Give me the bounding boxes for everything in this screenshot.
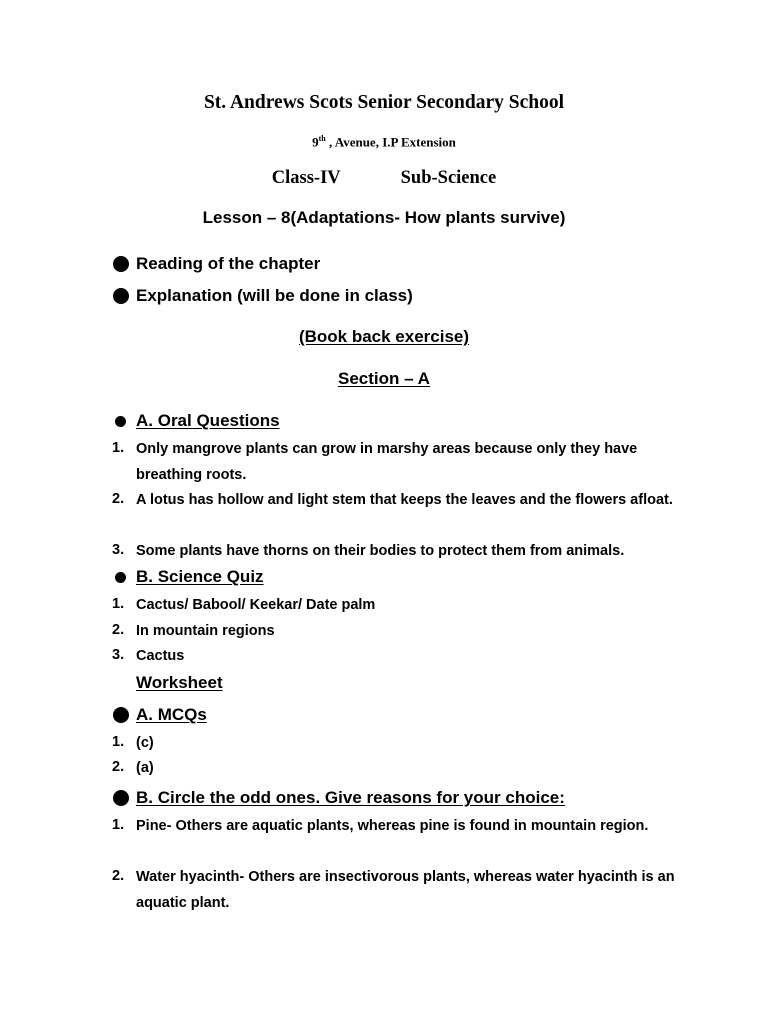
list-number: 1. bbox=[112, 440, 125, 456]
list-item: Only mangrove plants can grow in marshy areas because only they have breathing roots. bbox=[136, 441, 638, 483]
list-number: 2. bbox=[112, 491, 125, 507]
bullet-icon bbox=[115, 572, 126, 583]
list-item: In mountain regions bbox=[136, 623, 275, 639]
odd-ones-heading: B. Circle the odd ones. Give reasons for your choice: bbox=[136, 788, 565, 807]
list-number: 1. bbox=[112, 596, 125, 612]
list-number: 3. bbox=[112, 542, 125, 558]
oral-questions-heading: A. Oral Questions bbox=[136, 411, 280, 430]
bullet-icon bbox=[113, 707, 129, 723]
worksheet-heading: Worksheet bbox=[136, 673, 223, 692]
list-number: 2. bbox=[112, 759, 125, 775]
class-label: Class-IV bbox=[271, 168, 341, 188]
list-item: (a) bbox=[136, 760, 154, 776]
list-number: 2. bbox=[112, 868, 125, 884]
school-address bbox=[0, 134, 768, 150]
list-number: 1. bbox=[112, 817, 125, 833]
book-back-heading: (Book back exercise) bbox=[298, 327, 470, 346]
list-item: A lotus has hollow and light stem that keeps the leaves and the flowers afloat. bbox=[136, 492, 673, 508]
list-number: 1. bbox=[112, 734, 125, 750]
bullet-icon bbox=[113, 790, 129, 806]
list-number: 2. bbox=[112, 622, 125, 638]
list-item: Pine- Others are aquatic plants, whereas pine is found in mountain region. bbox=[136, 818, 649, 834]
address-number: 9 bbox=[312, 134, 319, 150]
science-quiz-heading: B. Science Quiz bbox=[136, 567, 264, 586]
address-superscript: th bbox=[318, 134, 326, 143]
list-item: Cactus/ Babool/ Keekar/ Date palm bbox=[136, 597, 376, 613]
mcqs-heading: A. MCQs bbox=[136, 705, 207, 724]
lesson-title: Lesson – 8(Adaptations- How plants survive) bbox=[202, 208, 566, 227]
list-item: Water hyacinth- Others are insectivorous plants, whereas water hyacinth is an aquatic plant. bbox=[136, 869, 675, 911]
list-item: Some plants have thorns on their bodies to protect them from animals. bbox=[136, 543, 625, 559]
class-subject-line bbox=[0, 168, 768, 189]
bullet-icon bbox=[113, 256, 129, 272]
task-explanation: Explanation (will be done in class) bbox=[136, 286, 413, 305]
task-reading: Reading of the chapter bbox=[136, 254, 321, 273]
bullet-icon bbox=[113, 288, 129, 304]
address-text: , Avenue, I.P Extension bbox=[325, 134, 456, 150]
school-name: St. Andrews Scots Senior Secondary School bbox=[203, 92, 565, 113]
bullet-icon bbox=[115, 416, 126, 427]
subject-label: Sub-Science bbox=[400, 168, 497, 188]
list-number: 3. bbox=[112, 647, 125, 663]
list-item: Cactus bbox=[136, 648, 185, 664]
section-heading: Section – A bbox=[338, 369, 430, 388]
list-item: (c) bbox=[136, 735, 154, 751]
